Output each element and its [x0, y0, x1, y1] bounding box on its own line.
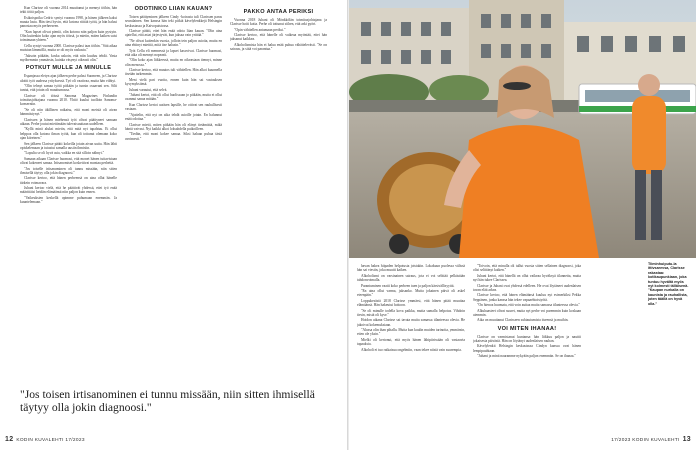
body-paragraph: "On hienoa huomata, että voin auttaa muita samassa tilanteessa olevia." — [477, 303, 581, 308]
body-paragraph: Espanjassa eletyn ajan jälkeen perhe palasi Suomeen, ja Clarisse aloitti työt uudessa yrityksessä. Työ oli vaativaa, mutta hän viihtyi. — [20, 74, 117, 83]
body-paragraph: Clarisse päätti, ettei hän enää odota liian kauan. "Olin aina ajatellut, että asiat järjestyvät, kun jaksaa vain yrittää." — [125, 28, 222, 38]
right-col-1 — [357, 264, 465, 434]
heading-odotinko: ODOTINKO LIIAN KAUAN? — [134, 6, 213, 12]
left-col-3-paragraphs — [125, 15, 222, 141]
body-paragraph: Sen jälkeen Clarisse päätti kokeilla jotain aivan uutta. Hän lähti opiskelemaan ja tutustui samalla uusiin ihmisiin. — [20, 141, 117, 150]
body-paragraph: Hoidon aikana Clarisse sai tavata muita samassa tilanteessa olevia. He jakoivat kokemuksiaan. — [357, 318, 465, 327]
body-paragraph: "En aina ollut varma, jaksanko. Mutta jokainen päivä oli askel eteenpäin." — [357, 289, 465, 298]
body-paragraph: Samaan aikaan Clarisse huomasi, että monet hänen tuttavistaan olivat kokeneet samaa. Irtisanomiset koskettivat montaa perhettä. — [20, 156, 117, 166]
body-paragraph: "Jaksoin pitkään, koska uskoin, että niin kuuluu tehdä. Vasta myöhemmin ymmärsin, kuinka väsynyt oikeasti olin." — [20, 53, 117, 63]
body-paragraph: Kävelylenkit Helsingin keskustassa Cindyn kanssa ovat hänen lempipuuhiaan. — [473, 344, 581, 353]
left-col-1-paragraphs — [20, 6, 117, 62]
body-paragraph: Clarisse ja Juhani ovat yhdessä edelleen. He ovat löytäneet uudenlaisen tavan elää arkea. — [473, 283, 581, 292]
body-paragraph: Parantuminen vaatii koko perheen tuen ja paljon kärsivällisyyttä. — [361, 283, 455, 288]
body-paragraph: Esikoispoika Cedric syntyi vuonna 1998, ja hänen jälkeen kaksi muuta lasta. Hän tiesi hyvin, että kotona riittää työtä, ja hän halusi panostaa myös perheeseen. — [20, 15, 117, 29]
body-paragraph: "Jos toiselle irtisanominen oli tunnu missään, niin sitten ihmisellä täytyy olla jokin diagnoosi." — [20, 166, 117, 175]
body-paragraph: Kun Clarisse oli vuonna 2014 muuttanut ja mennyt töihin, hän tekii töitä paljon. — [20, 6, 117, 15]
right-col-2-paragraphs — [473, 264, 581, 323]
body-paragraph: Clarisse kertoo, että muutos tuli vähitellen. Hän alkoi kuunnella itseään tarkemmin. — [125, 68, 222, 77]
heading-pakko: PAKKO ANTAA PERIKSI — [243, 9, 314, 15]
body-paragraph: "Alussa olin ihan pihalla. Mutta kun kuulin muiden tarinoita, ymmärsin, etten ole yksin." — [357, 328, 465, 337]
right-col-1-paragraphs — [357, 264, 465, 352]
left-folio — [5, 436, 85, 443]
left-col-3-paragraphs-b — [230, 18, 327, 52]
page-number-right: 13 — [682, 436, 691, 443]
left-col-2-paragraphs — [20, 157, 117, 205]
body-paragraph: "Se oli minulle todella kova paikka, mutta samalla helpotus. Vihdoin tiesin, mistä oli kyse." — [357, 308, 465, 317]
body-paragraph: "Juhani kertoi, että oli ollut huolissaan jo pitkään, mutta ei ollut osannut sanoa mitään." — [125, 93, 222, 102]
pull-quote: "Jos toisen irtisanominen ei tunnu missään, niin sitten ihmisellä täytyy olla jokin diagnoosi." — [20, 388, 315, 414]
body-paragraph: "Ajattelin, että nyt on aika tehdä asioille jotain. En halunnut enää odottaa." — [125, 112, 222, 122]
body-paragraph: "Kyllä minä aluksi mietin, että mitä nyt tapahtuu. Ei ollut helppoa olla kotona ilman työtä, kun oli tottunut olemaan koko ajan kiireinen." — [20, 127, 117, 141]
body-paragraph: havan hakea hiipaden helpotusta joistakin. Lokakuun puolessa välissä hän sai viestin, joka muutti kaiken. — [357, 264, 465, 273]
body-paragraph: Meni vielä pari vuotta, ennen kuin hän sai vastauksen kysymyksiinsä. — [125, 77, 222, 87]
heading-voi-miten: VOI MITEN IHANAA! — [497, 325, 557, 332]
body-paragraph: Alkuhaasteet olivat suuret, mutta nyt perhe voi paremmin kuin koskaan aiemmin. — [473, 308, 581, 317]
heading-potkut: POTKUT MULLE JA MINULLE — [25, 65, 112, 72]
body-paragraph: "Se oli niin äkillinen ratkaisu, että moni meistä oli aivan hämmästynyt." — [20, 107, 117, 117]
body-paragraph: Toisen päättyminen jälkeen Cindy -koirasta tuli Clarissen paras seuralainen. Sen kanssa hän teki pitkiä kävelylenkkejä Helsingin keskustassa ja Kaivopuistossa. — [125, 14, 222, 28]
photo-illustration — [349, 0, 696, 258]
body-paragraph: Clarisse kertoo, että hänen elämäänsä kuuluu nyt esimerkiksi Pekka Seppänen, jonka kanssa hän tekee vapaaehtoistyötä. — [473, 293, 581, 302]
body-paragraph: "Olin koko ajan liikkeessä, mutta en oikeastaan tiennyt, minne olin menossa." — [125, 58, 222, 67]
body-paragraph: Alkoholi ei tuo ratkaisua ongelmiin, vaan tekee niistä vain suurempia. — [361, 347, 462, 352]
right-col-2 — [473, 264, 581, 434]
left-col-1 — [20, 6, 117, 384]
body-paragraph: "Toivoin, että minulla oli tullut vuosia sitten sellainen diagnoosi, joka olisi selittänyt kaiken." — [473, 264, 581, 273]
body-paragraph: "Lopulta se oli hyvä asia, vaikka en sitä silloin nähnyt." — [24, 151, 105, 156]
body-paragraph: Clarisse mietti, miten pitkään hän oli elänyt tietämättä, mikä häntä vaivasi. Nyt kaikki alkoi loksahdella paikoilleen. — [125, 122, 222, 131]
body-paragraph: "Juhani ja minä nauramme nykyään paljon enemmän. Se on ihanaa." — [477, 354, 576, 359]
street-photo — [349, 0, 696, 258]
body-paragraph: "Olin tehnyt samaa työtä pitkään ja tunsin osaavani sen. Silti tuntui, että jotain oli muuttumassa." — [20, 84, 117, 93]
body-paragraph: "Kun lapset olivat pieniä, olin kotona niin paljon kuin pystyin. Olin kuitenkin koko ajan myös töissä, ja mietin, miten kaiken saisi toimimaan yhteen." — [20, 29, 117, 43]
body-paragraph: Cellu syntyi vuonna 2000. Clarisse palasi taas töihin. "Sitä aikaa muistan lämmöllä, mutta se oli myös raskasta." — [20, 43, 117, 53]
folio-text-right: 17/2023 KODIN KUVALEHTI — [611, 438, 680, 443]
body-paragraph: Työt Cellu eli mennessä ja lapset kasvoivat. Clarisse huomasi, että aika oli mennyt nopeasti. — [125, 48, 222, 57]
body-paragraph: Juhani varautui, että selvä. — [129, 87, 168, 92]
body-paragraph: Clarisse on varmistanut kuntansa: hän liikkuu paljon ja nauttii jokaisesta päivästä. Hän on löytänyt uudenlaisen rauhan. — [473, 334, 581, 343]
body-paragraph: Mielki oli kertonut, että myös hänen lähipiirissään oli vastaavia tapauksia. — [357, 337, 465, 347]
body-paragraph: Loppukesästä 2018 Clarisse ymmärsi, että hänen pitää muuttaa elämäänsä. Hän hakeutui hoitoon. — [357, 298, 465, 308]
body-paragraph: Clarisse oli töissä Sanoma Magazines Finlandin toimitusjohtajana vuonna 2010. Yhtiö kuului tuolloin Sanoma-konserniin. — [20, 93, 117, 107]
right-folio — [611, 436, 691, 443]
body-paragraph: Clarisse kertoo, että hänen perheensä on aina ollut hänelle tärkein voimavara. — [20, 176, 117, 185]
body-paragraph: Vuonna 2018 Juhani oli Mönkkölän toimitusjohtajana ja Clarisse hoiti kotia. Perhe oli tottunut siihen, että arki pyöri. — [230, 17, 327, 27]
left-col-2 — [125, 6, 222, 384]
folio-text-left: KODIN KUVALEHTI 17/2023 — [16, 438, 85, 443]
body-paragraph: Juhani kertoo vielä, että he päättivät yhdessä, ettei työ enää määrittäisi heidän elämäänsä niin paljon kuin ennen. — [20, 186, 117, 195]
left-page — [0, 0, 347, 450]
page-number-left: 12 — [5, 436, 14, 443]
body-paragraph: "Vaikeuksien keskellä opimme puhumaan enemmän. Ja kuuntelemaan." — [20, 195, 117, 205]
body-paragraph: Clarissen ja hänen miehensä työt olivat päättyneet samaan aikaan. Perhe joutui miettimään tulevaisuuttaan uudelleen. — [20, 117, 117, 126]
body-paragraph: Alkoholismi on varsinainen sairaus, jota ei voi selittää pelkästään tahdonvoimalla. — [357, 273, 465, 283]
right-col-2-paragraphs-b — [473, 335, 581, 359]
left-col-1-paragraphs-b — [20, 74, 117, 155]
right-page — [349, 0, 696, 450]
body-paragraph: "Ne olivat kuitenkin vuosia, jolloin tein paljon asioita, mutta en aina ehtinyt miettiä, mitä itse halusin." — [125, 38, 222, 48]
photo-caption: Tiiminhuiputu-la ittivsarevsa, Clarisse rakastaa: kotikaupunkiaan, joka tuntuu hyvältä myös nyt kolmesti tälläisenä. "Kaupan nurkalla on kaunista ja rauhallista, joten täällä on hyvä olla." — [648, 262, 689, 306]
body-paragraph: Alkoholismista hän ei halua enää puhua vähättelevästi. "Se on sairaus, ja siitä voi parantua." — [230, 42, 327, 52]
body-paragraph: "Opin vähitellen antamaan periksi." — [234, 27, 286, 32]
body-paragraph: Clarisse kertoo, että hänelle oli vaikeaa myöntää, ettei hän jaksanut kaikkea. — [230, 33, 327, 42]
body-paragraph: Aika on muuttanut Clarisseen suhtautumista itseensä ja muihin. — [477, 318, 569, 323]
body-paragraph: Kun Clarisse kertoi uutisen lapsille, he ottivat sen rauhallisesti vastaan. — [125, 102, 222, 112]
left-col-3 — [230, 6, 327, 384]
body-paragraph: Juhani kertoi, että hänellä on ollut vaikeaa hyväksyä tilannetta, mutta nyt hän tukee Clarissea. — [473, 273, 581, 283]
body-paragraph: "Tiedän, että moni kokee samaa. Siksi haluan puhua tästä avoimesti." — [125, 132, 222, 141]
